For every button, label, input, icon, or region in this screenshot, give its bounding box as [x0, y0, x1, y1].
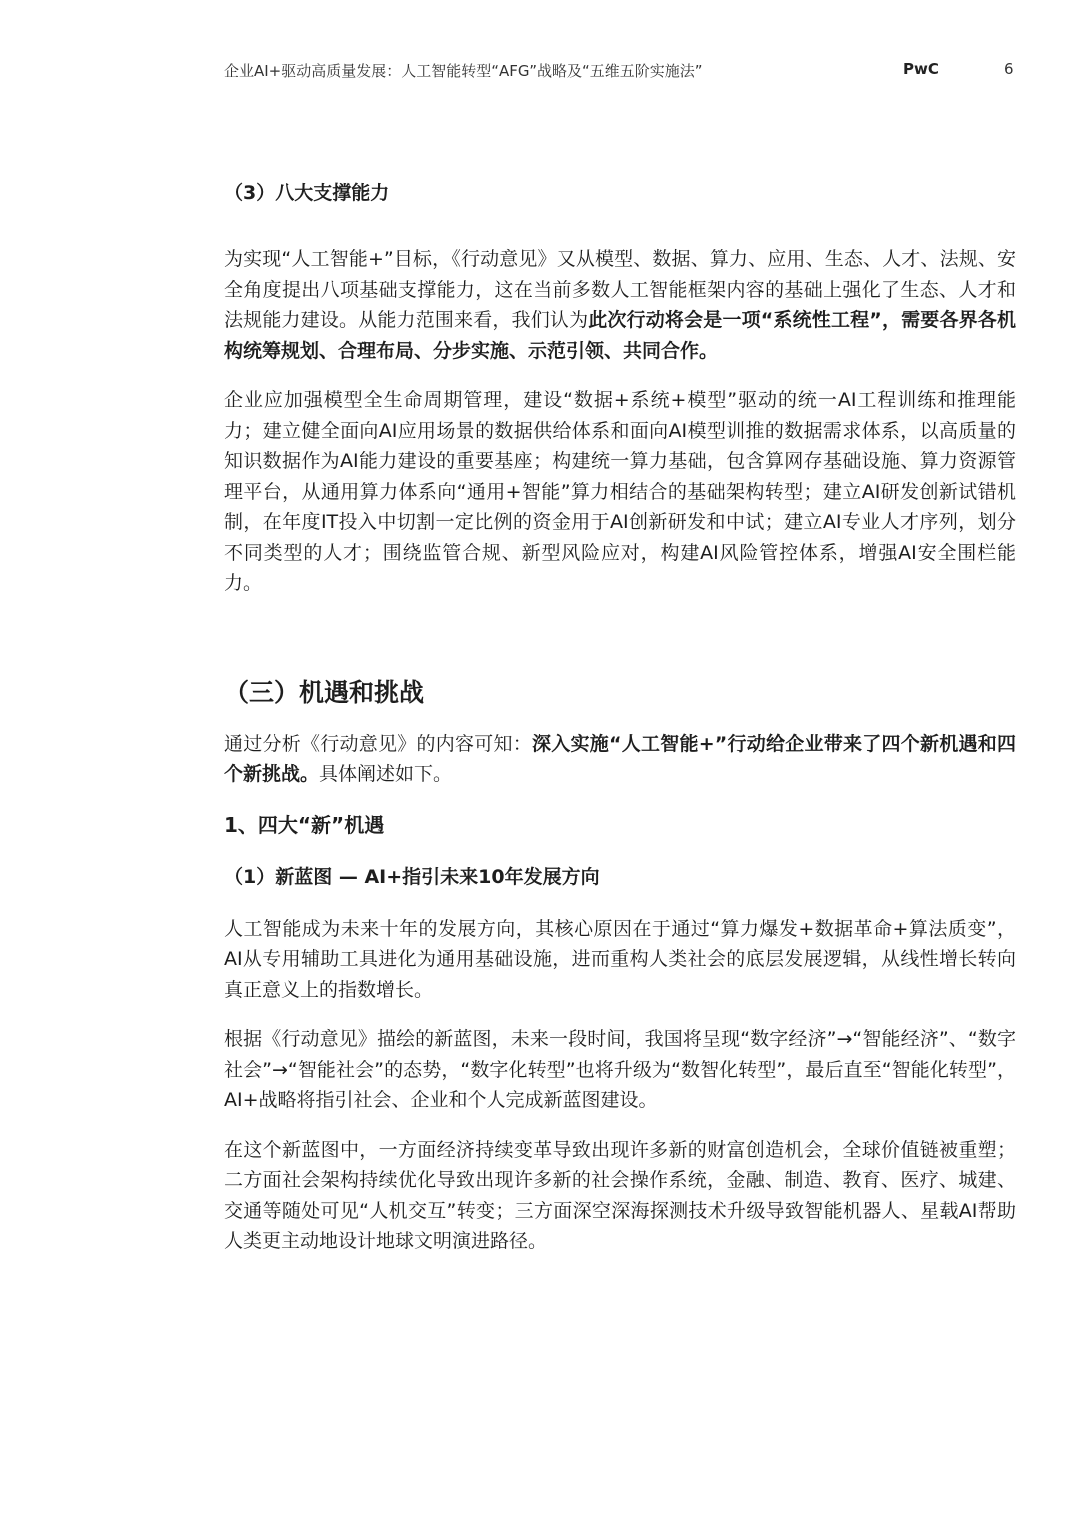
intro-emphasis: 深入实施“人工智能+”行动给企业带来了四个新机遇和四个新挑战。	[224, 732, 1016, 785]
paragraph-enterprise-measures: 企业应加强模型全生命周期管理，建设“数据+系统+模型”驱动的统一AI工程训练和推理能力；建立健全面向AI应用场景的数据供给体系和面向AI模型训推的数据需求体系，以高质量的知识数据作为AI能力建设的重要基座；构建统一算力基础，包含算网存基础设施、算力资源管理平台，从通用算力体系向“通用+智能”算力相结合的基础架构转型；建立AI研发创新试错机制，在年度IT投入中切割一定比例的资金用于AI创新研发和中试；建立AI专业人才序列，划分不同类型的人才；围绕监管合规、新型风险应对，构建AI风险管控体系，增强AI安全围栏能力。	[224, 389, 1016, 594]
paragraph-support-intro	[224, 244, 1016, 366]
subsection-heading-four-opportunities: 1、四大“新”机遇	[224, 812, 385, 837]
page-header	[0, 0, 1080, 90]
page-body	[224, 178, 1016, 1257]
document-title: 企业AI+驱动高质量发展：人工智能转型“AFG”战略及“五维五阶实施法”	[224, 62, 703, 80]
page-number: 6	[1004, 60, 1014, 78]
paragraph-text: 为实现“人工智能+”目标，《行动意见》又从模型、数据、算力、应用、生态、人才、法规、安全角度提出八项基础支撑能力，这在当前多数人工智能框架内容的基础上强化了生态、人才和法规能力建设。从能力范围来看，我们认为	[224, 248, 1016, 331]
item-heading-new-blueprint: （1）新蓝图 — AI+指引未来10年发展方向	[224, 865, 600, 888]
paragraph-blueprint-details: 在这个新蓝图中，一方面经济持续变革导致出现许多新的财富创造机会，全球价值链被重塑；二方面社会架构持续优化导致出现许多新的社会操作系统，金融、制造、教育、医疗、城建、交通等随处可见“人机交互”转变；三方面深空深海探测技术升级导致智能机器人、星载AI帮助人类更主动地设计地球文明演进路径。	[224, 1138, 1016, 1252]
section-heading-support-capabilities: （3）八大支撑能力	[224, 182, 390, 204]
paragraph-blueprint: 根据《行动意见》描绘的新蓝图，未来一段时间，我国将呈现“数字经济”→“智能经济”、“数字社会”→“智能社会”的态势，“数字化转型”也将升级为“数智化转型”，最后直至“智能化转型”，AI+战略将指引社会、企业和个人完成新蓝图建设。	[224, 1028, 1016, 1111]
intro-tail: 具体阐述如下。	[319, 763, 453, 785]
intro-text: 通过分析《行动意见》的内容可知：	[224, 732, 533, 755]
paragraph-chapter-intro	[224, 729, 1016, 790]
paragraph-ai-direction: 人工智能成为未来十年的发展方向，其核心原因在于通过“算力爆发+数据革命+算法质变”，AI从专用辅助工具进化为通用基础设施，进而重构人类社会的底层发展逻辑，从线性增长转向真正意义上的指数增长。	[224, 917, 1016, 1001]
brand-logo-text: PwC	[903, 60, 939, 78]
paragraph-emphasis: 此次行动将会是一项“系统性工程”，需要各界各机构统筹规划、合理布局、分步实施、示范引领、共同合作。	[224, 309, 1016, 362]
chapter-heading-opportunities-challenges: （三）机遇和挑战	[224, 677, 425, 707]
